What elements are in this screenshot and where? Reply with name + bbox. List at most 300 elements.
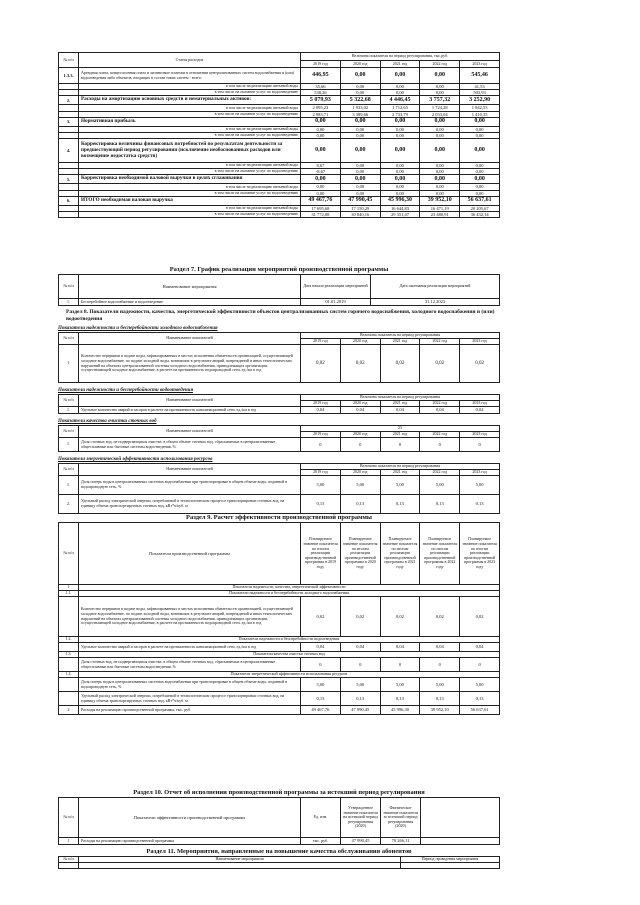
row-num: 1. bbox=[59, 407, 79, 414]
year-header: 2023 год bbox=[460, 432, 500, 438]
cell-value: 0,04 bbox=[420, 643, 460, 652]
cell-value: 0,00 bbox=[380, 163, 420, 169]
cell-value: 0,02 bbox=[420, 597, 460, 637]
table-row bbox=[59, 211, 500, 217]
col-num-header: № п/п bbox=[59, 275, 79, 299]
table-row bbox=[59, 863, 500, 869]
row-num: 1.3.3. bbox=[59, 68, 79, 84]
cell-value: 2 095,23 bbox=[301, 105, 341, 111]
cell-value: 0,00 bbox=[460, 139, 500, 163]
row-num: 1 bbox=[59, 838, 79, 845]
start-date: 01.01.2019 bbox=[301, 299, 371, 306]
cell-value: 0,00 bbox=[340, 126, 380, 132]
col-num-header: № п/п bbox=[59, 395, 79, 407]
year-header: 2023 год bbox=[460, 401, 500, 407]
section-10-title: Раздел 10. Отчет об исполнении производственной программы за истекший период регулирования bbox=[133, 789, 425, 796]
cell-value: 0 bbox=[460, 658, 500, 672]
cell-value: 0,02 bbox=[460, 597, 500, 637]
cell-value: 0,00 bbox=[380, 184, 420, 190]
row-num: 1.2. bbox=[59, 637, 79, 643]
col-group-header: Величина показателя на период регулирования bbox=[301, 464, 500, 470]
cell-value: 47 990,45 bbox=[340, 706, 380, 715]
cell-value: 0,13 bbox=[380, 495, 420, 514]
col-period-header: Период проведения мероприятия bbox=[401, 857, 500, 863]
cell-value: 0,00 bbox=[301, 184, 341, 190]
report-table-block bbox=[58, 797, 500, 845]
cell-value: 5,00 bbox=[420, 678, 460, 692]
cell-value: 0,00 bbox=[380, 175, 420, 184]
cell-value: 0,00 bbox=[340, 117, 380, 126]
cell-value: 0,00 bbox=[340, 169, 380, 175]
cell-value: 39 952,10 bbox=[420, 196, 460, 205]
cell-value: 0,00 bbox=[460, 169, 500, 175]
table-row bbox=[59, 96, 500, 105]
col-name-header: Наименование показателей bbox=[79, 395, 301, 407]
cell-value: 0,13 bbox=[340, 495, 380, 514]
cell-value: 0,00 bbox=[340, 84, 380, 90]
cell-value: 1 410,35 bbox=[460, 111, 500, 117]
cell-value: 0,00 bbox=[340, 163, 380, 169]
cell-value: 0,13 bbox=[340, 692, 380, 706]
row-label: в том числе на оказание услуг по водоотведению bbox=[79, 90, 301, 96]
cell-value: 5 322,68 bbox=[340, 96, 380, 105]
group-label: Показатели надежности и бесперебойности водоотведения bbox=[79, 637, 500, 643]
year-header: 2019 год bbox=[301, 432, 341, 438]
schedule-table bbox=[58, 274, 500, 306]
section-9-title: Раздел 9. Расчет эффективности производственной программы bbox=[185, 514, 372, 521]
cell-value: 0,00 bbox=[340, 184, 380, 190]
row-label: Расходы на амортизацию основных средств и нематериальных активов: bbox=[79, 96, 301, 105]
table-row bbox=[59, 345, 500, 383]
indicators-table-2 bbox=[58, 394, 500, 414]
table-row bbox=[59, 658, 500, 672]
table-row bbox=[59, 438, 500, 452]
cell-value: 0,13 bbox=[420, 495, 460, 514]
cell-value: 0 bbox=[301, 658, 341, 672]
row-label: в том числе на оказание услуг по водоотведению bbox=[79, 111, 301, 117]
cell-value: 0,00 bbox=[420, 139, 460, 163]
cell-value: 0 bbox=[340, 658, 380, 672]
col-name-header: Показатели эффективности производственной программы bbox=[79, 798, 301, 838]
schedule-table-block bbox=[58, 274, 500, 306]
row-label: Удельный расход электрической энергии, потребляемой в технологическом процессе транспортировки сточных вод, на единицу объема транспортируемых сточных вод, кВт*ч/куб. м bbox=[79, 692, 301, 706]
cell-value: 0,13 bbox=[301, 692, 341, 706]
cell-value: 5 079,93 bbox=[301, 96, 341, 105]
col-num-header: № п/п bbox=[59, 523, 79, 585]
indicators-table-1 bbox=[58, 332, 500, 383]
cell-value: 16 471,19 bbox=[420, 205, 460, 211]
end-date: 31.12.2023 bbox=[371, 299, 500, 306]
cell-value: 39 952,10 bbox=[420, 706, 460, 715]
cell-value: 0,00 bbox=[420, 84, 460, 90]
empty-cell bbox=[421, 798, 500, 838]
cell-value: 41,53 bbox=[460, 84, 500, 90]
cell-value: 0,13 bbox=[460, 692, 500, 706]
cell-value: 1 712,65 bbox=[380, 105, 420, 111]
efficiency-table bbox=[58, 522, 500, 715]
table-row bbox=[59, 299, 500, 306]
table-row bbox=[59, 476, 500, 495]
year-header: 2022 год bbox=[420, 470, 460, 476]
cell-value: 5,00 bbox=[460, 678, 500, 692]
group-label: Показатели надежности, качества, энергетической эффективности bbox=[79, 585, 500, 591]
cell-value: 4 446,45 bbox=[380, 96, 420, 105]
cell-value: 0,04 bbox=[460, 407, 500, 414]
table-row bbox=[59, 175, 500, 184]
cell-value: 0,00 bbox=[301, 190, 341, 196]
year-header: 2019 год bbox=[301, 470, 341, 476]
cell-value: 0,04 bbox=[340, 407, 380, 414]
cell-value: 0,13 bbox=[460, 495, 500, 514]
cell-value: 0,00 bbox=[380, 132, 420, 138]
row-label: в том числе на оказание услуг по водоотведению bbox=[79, 132, 301, 138]
cell-value: 538,26 bbox=[301, 90, 341, 96]
year-header: 2021 год bbox=[380, 339, 420, 345]
cell-value: 0,00 bbox=[420, 132, 460, 138]
col-num-header: № п/п bbox=[59, 333, 79, 345]
cell-value: 0,02 bbox=[420, 345, 460, 383]
cell-value: 0,00 bbox=[340, 175, 380, 184]
row-num: 1. bbox=[59, 299, 79, 306]
cell-value: 3 757,32 bbox=[420, 96, 460, 105]
table-row bbox=[59, 117, 500, 126]
group-label: Показатели качества очистки сточных вод bbox=[79, 652, 500, 658]
cell-value: 1 842,53 bbox=[460, 105, 500, 111]
cell-value: 2 983,71 bbox=[301, 111, 341, 117]
col-name-header: Наименование мероприятия bbox=[79, 857, 401, 863]
cell-value: 0,00 bbox=[460, 117, 500, 126]
cell-value: 29 351,47 bbox=[380, 211, 420, 217]
cell-value: 0,04 bbox=[301, 407, 341, 414]
cell-value: 3 389,66 bbox=[340, 111, 380, 117]
row-label: Арендная плата, концессионная плата и лизинговые платежи в отношении централизованных систем водоснабжения и (или) водоотведения либо объектов, входящих в состав таких систем - всего: bbox=[79, 68, 301, 84]
cell-value: 0 bbox=[340, 438, 380, 452]
row-label: Удельный расход электрической энергии, потребляемой в технологическом процессе транспортировки сточных вод, на единицу объема транспортируемых сточных вод, кВт*ч/куб. м bbox=[79, 495, 301, 514]
cell-value: 0,00 bbox=[420, 126, 460, 132]
group-label: Показатели надежности и бесперебойности холодного водоснабжения bbox=[79, 591, 500, 597]
year-header: 2022 год bbox=[420, 432, 460, 438]
col-plan-header: Планируемое значение показателя по итогам реализации производственной программы в 2023 году bbox=[460, 523, 500, 585]
row-num: 1. bbox=[59, 476, 79, 495]
cell-value: 0,13 bbox=[420, 692, 460, 706]
cell-value: 0,00 bbox=[380, 84, 420, 90]
table-row bbox=[59, 139, 500, 163]
cell-value: 0,02 bbox=[340, 345, 380, 383]
table-row bbox=[59, 597, 500, 637]
cell-value: 3 252,90 bbox=[460, 96, 500, 105]
cell-value: 0,04 bbox=[340, 643, 380, 652]
cell-value: 0,04 bbox=[301, 643, 341, 652]
cell-value: 1 724,28 bbox=[420, 105, 460, 111]
col-start-header: Дата начала реализации мероприятий bbox=[301, 275, 371, 299]
section-7-title: Раздел 7. График реализации мероприятий производственной программы bbox=[169, 266, 389, 273]
table-row bbox=[59, 407, 500, 414]
row-label: Количество перерывов в подаче воды, зафиксированных в местах исполнения обязательств организацией, осуществляющей холодное водоснабжение, по подаче холодной воды, возникших в результате аварий, повреждений и иных технологических нарушений на объектах централизованной системы холодного водоснабжения, принадлежащих организации, осуществляющей холодное водоснабжение, в расчете на протяженность водопроводной сети, ед./км в год bbox=[79, 345, 301, 383]
table-row bbox=[59, 196, 500, 205]
year-header: 2021 год bbox=[380, 470, 420, 476]
cell-value: 16 644,83 bbox=[380, 205, 420, 211]
cell-value: 545,46 bbox=[460, 68, 500, 84]
cell-value: 0,00 bbox=[460, 126, 500, 132]
cell-value: 56 637,61 bbox=[460, 196, 500, 205]
cell-value: 0,00 bbox=[340, 190, 380, 196]
cell-value: 8,67 bbox=[301, 163, 341, 169]
row-label: в том числе на реализацию питьевой воды bbox=[79, 126, 301, 132]
cell-value: 0,00 bbox=[380, 117, 420, 126]
cell-value: 31 772,08 bbox=[301, 211, 341, 217]
row-label: Корректировка необходимой валовой выручки в целях сглаживания bbox=[79, 175, 301, 184]
row-num bbox=[59, 597, 79, 637]
col-fact-header: Фактическое значение показателя за истекший период регулирования (2020) bbox=[381, 798, 421, 838]
col-num-header: № п/п bbox=[59, 426, 79, 438]
row-label: Корректировка величины финансовых потребностей по результатам деятельности за предшествующий период регулирования (исключение необоснованных расходов или возмещение недостатка средств) bbox=[79, 139, 301, 163]
row-label: Доля потерь воды в централизованных системах водоснабжения при транспортировке в общем объеме воды, поданной в водопроводную сеть, % bbox=[79, 678, 301, 692]
cell-value: 0,00 bbox=[340, 139, 380, 163]
cell-value: 0,00 bbox=[380, 139, 420, 163]
cell-value: 36 432,14 bbox=[460, 211, 500, 217]
year-header: 2021 год bbox=[380, 61, 420, 68]
col-plan-header: Утвержденное значение показателя на истекший период регулирования (2020) bbox=[341, 798, 381, 838]
col-name-header: Наименование показателей bbox=[79, 464, 301, 476]
table-row bbox=[59, 495, 500, 514]
year-header: 2023 год bbox=[460, 61, 500, 68]
cell-value: 446,95 bbox=[301, 68, 341, 84]
caption-wastewater-reliability: Показатели надежности и бесперебойности водоотведения bbox=[58, 388, 194, 393]
col-group-header: Величина показателя на период регулирования bbox=[301, 333, 500, 339]
caption-water-reliability: Показатели надежности и бесперебойности холодного водоснабжения bbox=[58, 326, 218, 331]
year-header: 2020 год bbox=[340, 470, 380, 476]
table-row bbox=[59, 706, 500, 715]
row-label: в том числе на реализацию питьевой воды bbox=[79, 84, 301, 90]
cell-value: 0,00 bbox=[340, 132, 380, 138]
cell-value: 0,00 bbox=[380, 68, 420, 84]
row-num bbox=[59, 643, 79, 652]
cell-value: 0,00 bbox=[420, 68, 460, 84]
cell-value: 0,02 bbox=[340, 597, 380, 637]
row-num: 2. bbox=[59, 495, 79, 514]
cell-value: 2 733,79 bbox=[380, 111, 420, 117]
indicators-table-3 bbox=[58, 425, 500, 452]
year-header: 2023 год bbox=[460, 470, 500, 476]
row-num: 2. bbox=[59, 96, 79, 105]
year-header: 2019 год bbox=[301, 339, 341, 345]
year-header: 2019 год bbox=[301, 401, 341, 407]
cell-value: 0,00 bbox=[460, 163, 500, 169]
row-num: 1. bbox=[59, 438, 79, 452]
efficiency-table-block bbox=[58, 522, 500, 715]
service-table bbox=[58, 856, 500, 869]
cell-value: 2 033,04 bbox=[420, 111, 460, 117]
year-header: 2022 год bbox=[420, 61, 460, 68]
report-table bbox=[58, 797, 500, 845]
col-plan-header: Планируемое значение показателя по итогам реализации производственной программы в 2022 году bbox=[420, 523, 460, 585]
cell-value: 0,02 bbox=[380, 597, 420, 637]
year-header: 2020 год bbox=[340, 401, 380, 407]
cell-value: 5,00 bbox=[380, 476, 420, 495]
cell-value: 56 637,61 bbox=[460, 706, 500, 715]
row-num bbox=[59, 211, 79, 217]
row-label: Удельное количество аварий и засоров в расчете на протяженность канализационной сети, ед./км в год bbox=[79, 407, 301, 414]
row-label: в том числе на реализацию питьевой воды bbox=[79, 184, 301, 190]
cell-value: -8,67 bbox=[301, 169, 341, 175]
cell-value: 30 840,16 bbox=[340, 211, 380, 217]
row-label: Расходы на реализацию производственной программы bbox=[79, 838, 301, 845]
row-label: Доля сточных вод, не подвергающихся очистке, в общем объеме сточных вод, сбрасываемых в централизованные общесплавные или бытовые системы водоотведения, % bbox=[79, 658, 301, 672]
caption-treatment-quality: Показатели качества очистки сточных вод bbox=[58, 419, 157, 424]
row-num: 4. bbox=[59, 139, 79, 163]
cell-value: 0,00 bbox=[340, 68, 380, 84]
cell-value: 0,13 bbox=[301, 495, 341, 514]
cell-value: 23 480,91 bbox=[420, 211, 460, 217]
row-num: 1.1. bbox=[59, 591, 79, 597]
col-activity-header: Наименование мероприятия bbox=[79, 275, 301, 299]
cell-value: 0,00 bbox=[460, 175, 500, 184]
cell-value: 0,13 bbox=[380, 692, 420, 706]
cell-value: 0,00 bbox=[420, 190, 460, 196]
row-label: в том числе на реализацию питьевой воды bbox=[79, 205, 301, 211]
year-header: 2021 год bbox=[380, 432, 420, 438]
cell-value: 503,93 bbox=[460, 90, 500, 96]
col-num-header: № п/п bbox=[59, 798, 79, 838]
cell-value: 0,02 bbox=[460, 345, 500, 383]
col-num-header: № п/п bbox=[59, 53, 79, 68]
cell-value: 0,04 bbox=[420, 407, 460, 414]
section-11-title: Раздел 11. Мероприятия, направленные на повышение качества обслуживания абонентов bbox=[146, 848, 412, 855]
cell-value: 5,00 bbox=[460, 476, 500, 495]
cell-value: 0,04 bbox=[380, 407, 420, 414]
cell-value: 0 bbox=[380, 438, 420, 452]
unit: тыс. руб. bbox=[301, 838, 341, 845]
cell-value: 17 150,29 bbox=[340, 205, 380, 211]
cell-value: 0,00 bbox=[301, 117, 341, 126]
cell-value: 17 695,68 bbox=[301, 205, 341, 211]
table-row bbox=[59, 692, 500, 706]
year-header: 2021 год bbox=[380, 401, 420, 407]
cell-value: 0,00 bbox=[420, 184, 460, 190]
caption-energy-efficiency: Показатели энергетической эффективности использования ресурсов bbox=[58, 457, 213, 462]
cell-value: 0 bbox=[380, 658, 420, 672]
cell-value: 35,66 bbox=[301, 84, 341, 90]
row-num: 1 bbox=[59, 585, 79, 591]
year-header: 2023 год bbox=[460, 339, 500, 345]
cell-value: 0,00 bbox=[301, 132, 341, 138]
cell-value: 5,00 bbox=[301, 678, 341, 692]
indicators-table-4 bbox=[58, 463, 500, 514]
cell-value: 0,02 bbox=[301, 597, 341, 637]
table-row bbox=[59, 678, 500, 692]
cell-value: 20 205,67 bbox=[460, 205, 500, 211]
row-label: в том числе на оказание услуг по водоотведению bbox=[79, 190, 301, 196]
cell-value: 0,00 bbox=[301, 126, 341, 132]
row-label: в том числе на реализацию питьевой воды bbox=[79, 105, 301, 111]
row-label: в том числе на оказание услуг по водоотведению bbox=[79, 169, 301, 175]
cell-value: 1 933,02 bbox=[340, 105, 380, 111]
row-num: 1.3. bbox=[59, 652, 79, 658]
row-num: 1.4. bbox=[59, 672, 79, 678]
cell-value: 0,00 bbox=[460, 132, 500, 138]
cell-value: 49 467,76 bbox=[301, 196, 341, 205]
row-num: 3. bbox=[59, 117, 79, 126]
cell-value: 0 bbox=[301, 438, 341, 452]
cell-value: 0,00 bbox=[340, 90, 380, 96]
section-8-title: Раздел 8. Показатели надежности, качества, энергетической эффективности объектов централизованных систем горячего водоснабжения, холодного водоснабжения и (или) водоотведения bbox=[66, 309, 495, 323]
table-row bbox=[59, 68, 500, 84]
service-table-block bbox=[58, 856, 500, 869]
cell-value: 0,00 bbox=[380, 126, 420, 132]
row-label: Удельное количество аварий и засоров в расчете на протяженность канализационной сети, ед./км в год bbox=[79, 643, 301, 652]
col-group-header: Величина показателя на период регулирования bbox=[301, 395, 500, 401]
cell-value: 0,00 bbox=[460, 190, 500, 196]
cell-value: 0,00 bbox=[380, 90, 420, 96]
cell-value: 45 996,30 bbox=[380, 196, 420, 205]
year-header: 2022 год bbox=[420, 339, 460, 345]
cell-value: 5,00 bbox=[380, 678, 420, 692]
row-num: 6. bbox=[59, 196, 79, 205]
table-row bbox=[59, 838, 500, 845]
col-plan-header: Планируемое значение показателя по итогам реализации производственной программы в 2019 году bbox=[301, 523, 341, 585]
col-plan-header: Планируемое значение показателя по итогам реализации производственной программы в 2020 году bbox=[340, 523, 380, 585]
year-header: 2020 год bbox=[340, 432, 380, 438]
group-label: Показатели энергетической эффективности использования ресурсов bbox=[79, 672, 500, 678]
row-label: Доля потерь воды в централизованных системах водоснабжения при транспортировке в общем объеме воды, поданной в водопроводную сеть, % bbox=[79, 476, 301, 495]
cell-value: 0,00 bbox=[420, 90, 460, 96]
row-num bbox=[59, 692, 79, 706]
row-num bbox=[59, 678, 79, 692]
row-label: в том числе на реализацию питьевой воды bbox=[79, 163, 301, 169]
cell-value: 0 bbox=[420, 438, 460, 452]
cell-value: 0,00 bbox=[380, 169, 420, 175]
cell-value: 0 bbox=[420, 658, 460, 672]
cell-value: 0,02 bbox=[380, 345, 420, 383]
row-label: Доля сточных вод, не подвергающихся очистке, в общем объеме сточных вод, сбрасываемых в централизованные общесплавные или бытовые системы водоотведения, % bbox=[79, 438, 301, 452]
row-label: ИТОГО необходимая валовая выручка bbox=[79, 196, 301, 205]
table-row bbox=[59, 643, 500, 652]
cell-value: 49 467,76 bbox=[301, 706, 341, 715]
row-label: Количество перерывов в подаче воды, зафиксированных в местах исполнения обязательств организацией, осуществляющей холодное водоснабжение, по подаче холодной воды, возникших в результате аварий, повреждений и иных технологических нарушений на объектах централизованной системы холодного водоснабжения, принадлежащих организации, осуществляющей холодное водоснабжение, в расчете на протяженность водопроводной сети, ед./км в год bbox=[79, 597, 301, 637]
cell-value: 0,00 bbox=[380, 190, 420, 196]
cell-value: 5,00 bbox=[301, 476, 341, 495]
col-group-header: Величина показателя на период регулирования, тыс.руб. bbox=[301, 53, 500, 61]
cell-value: 0,00 bbox=[301, 175, 341, 184]
fact-value: 70 266,11 bbox=[381, 838, 421, 845]
cell-value: 0,04 bbox=[460, 643, 500, 652]
cell-value: 45 996,30 bbox=[380, 706, 420, 715]
plan-value: 47 990,45 bbox=[341, 838, 381, 845]
year-header: 2022 год bbox=[420, 401, 460, 407]
year-header: 2020 год bbox=[340, 339, 380, 345]
cell-value: 0,02 bbox=[301, 345, 341, 383]
year-header: 2020 год bbox=[340, 61, 380, 68]
expenses-table-block bbox=[58, 52, 500, 218]
year-header: 2019 год bbox=[301, 61, 341, 68]
col-num-header: № п/п bbox=[59, 464, 79, 476]
col-item-header: Статья расходов bbox=[79, 53, 301, 68]
cell-value: 5,00 bbox=[340, 476, 380, 495]
row-label: Нормативная прибыль bbox=[79, 117, 301, 126]
cell-value: 5,00 bbox=[340, 678, 380, 692]
col-unit-header: Ед. изм. bbox=[301, 798, 341, 838]
col-name-header: Показатели производственной программы bbox=[79, 523, 301, 585]
cell-value: 0,00 bbox=[420, 163, 460, 169]
cell-value: 0,00 bbox=[460, 184, 500, 190]
cell-value: 0,00 bbox=[301, 139, 341, 163]
cell-value: 5,00 bbox=[420, 476, 460, 495]
col-end-header: Дата окончания реализации мероприятий bbox=[371, 275, 500, 299]
activity-name: Бесперебойное водоснабжение и водоотведение bbox=[79, 299, 301, 306]
col-name-header: Наименование показателей bbox=[79, 426, 301, 438]
cell-value: 47 990,45 bbox=[340, 196, 380, 205]
col-name-header: Наименование показателей bbox=[79, 333, 301, 345]
